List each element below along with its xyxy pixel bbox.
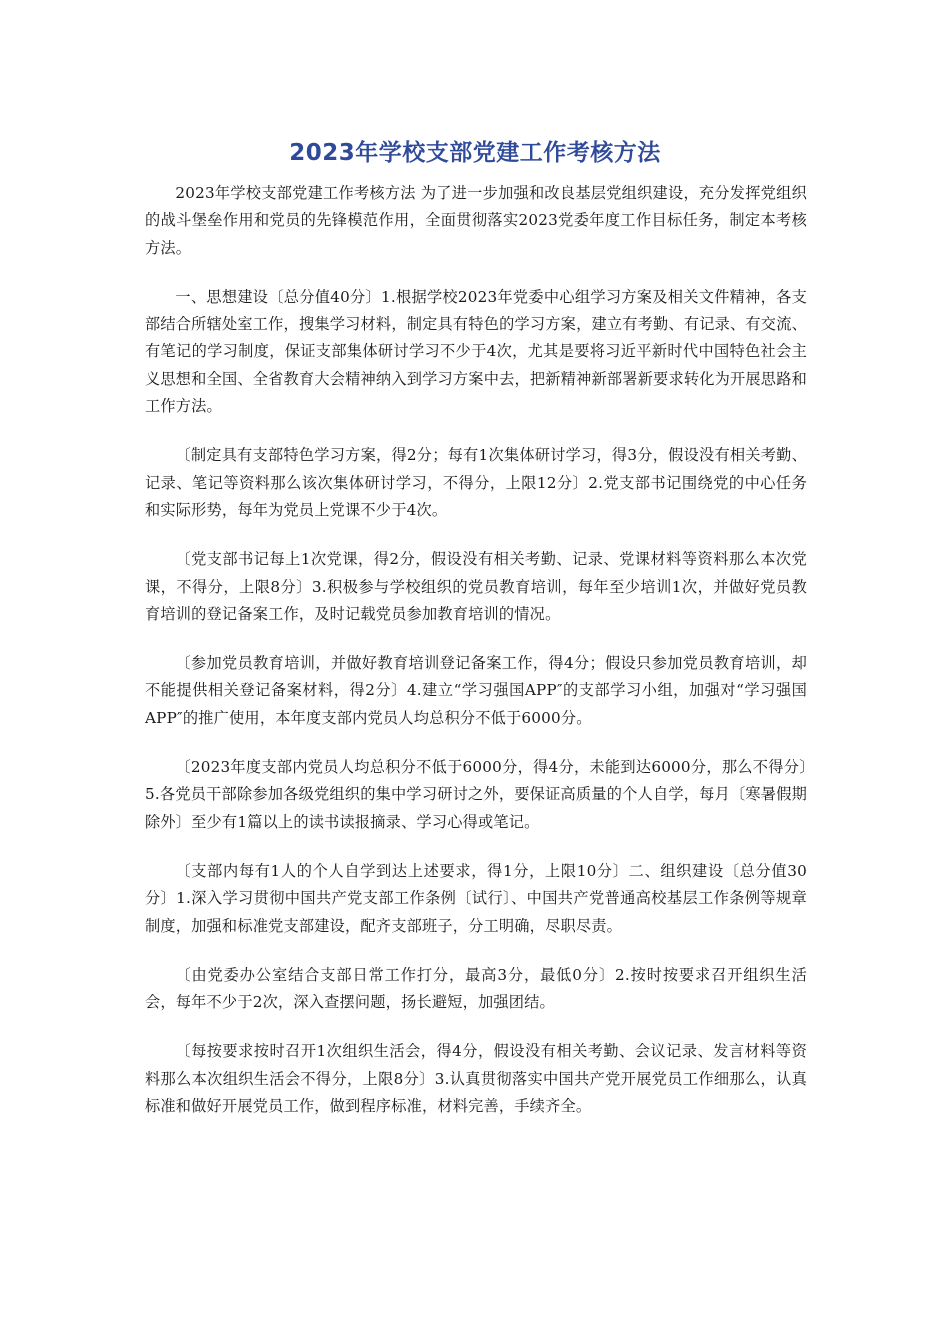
paragraph-ideological-building: 一、思想建设〔总分值40分〕1.根据学校2023年党委中心组学习方案及相关文件精神，各支部结合所辖处室工作，搜集学习材料，制定具有特色的学习方案，建立有考勤、有记录、有交流、有笔记的学习制度，保证支部集体研讨学习不少于4次，尤其是要将习近平新时代中国特色社会主义思想和全国、全省教育大会精神纳入到学习方案中去，把新精神新部署新要求转化为开展思路和工作方法。 — [145, 287, 807, 416]
paragraph-scoring-branch-work: 〔由党委办公室结合支部日常工作打分，最高3分，最低0分〕2.按时按要求召开组织生活会，每年不少于2次，深入查摆问题，扬长避短，加强团结。 — [145, 965, 807, 1012]
paragraph-scoring-study-app: 〔2023年度支部内党员人均总积分不低于6000分，得4分，未能到达6000分，那么不得分〕5.各党员干部除参加各级党组织的集中学习研讨之外，要保证高质量的个人自学，每月〔寒暑假期除外〕至少有1篇以上的读书读报摘录、学习心得或笔记。 — [145, 758, 807, 831]
paragraph-scoring-party-lecture: 〔党支部书记每上1次党课，得2分，假设没有相关考勤、记录、党课材料等资料那么本次党课，不得分，上限8分〕3.积极参与学校组织的党员教育培训，每年至少培训1次，并做好党员教育培训的登记备案工作，及时记载党员参加教育培训的情况。 — [145, 550, 807, 623]
document-title: 2023年学校支部党建工作考核方法 — [289, 140, 661, 166]
paragraph-scoring-training: 〔参加党员教育培训，并做好教育培训登记备案工作，得4分；假设只参加党员教育培训，却不能提供相关登记备案材料，得2分〕4.建立“学习强国APP″的支部学习小组，加强对“学习强国APP″的推广使用，本年度支部内党员人均总积分不低于6000分。 — [145, 654, 807, 727]
paragraph-scoring-life-meeting: 〔每按要求按时召开1次组织生活会，得4分，假设没有相关考勤、会议记录、发言材料等资料那么本次组织生活会不得分，上限8分〕3.认真贯彻落实中国共产党开展党员工作细那么，认真标准和做好开展党员工作，做到程序标准，材料完善，手续齐全。 — [145, 1042, 807, 1116]
paragraph-intro: 2023年学校支部党建工作考核方法 为了进一步加强和改良基层党组织建设，充分发挥党组织的战斗堡垒作用和党员的先锋模范作用，全面贯彻落实2023党委年度工作目标任务，制定本考核方法。 — [145, 184, 807, 257]
paragraph-scoring-study-plan: 〔制定具有支部特色学习方案，得2分；每有1次集体研讨学习，得3分，假设没有相关考勤、记录、笔记等资料那么该次集体研讨学习，不得分，上限12分〕2.党支部书记围绕党的中心任务和实际形势，每年为党员上党课不少于4次。 — [145, 446, 807, 519]
document-body — [145, 180, 807, 1142]
paragraph-organizational-building: 〔支部内每有1人的个人自学到达上述要求，得1分，上限10分〕二、组织建设〔总分值30分〕1.深入学习贯彻中国共产党支部工作条例〔试行〕、中国共产党普通高校基层工作条例等规章制度，加强和标准党支部建设，配齐支部班子，分工明确，尽职尽责。 — [145, 861, 807, 935]
